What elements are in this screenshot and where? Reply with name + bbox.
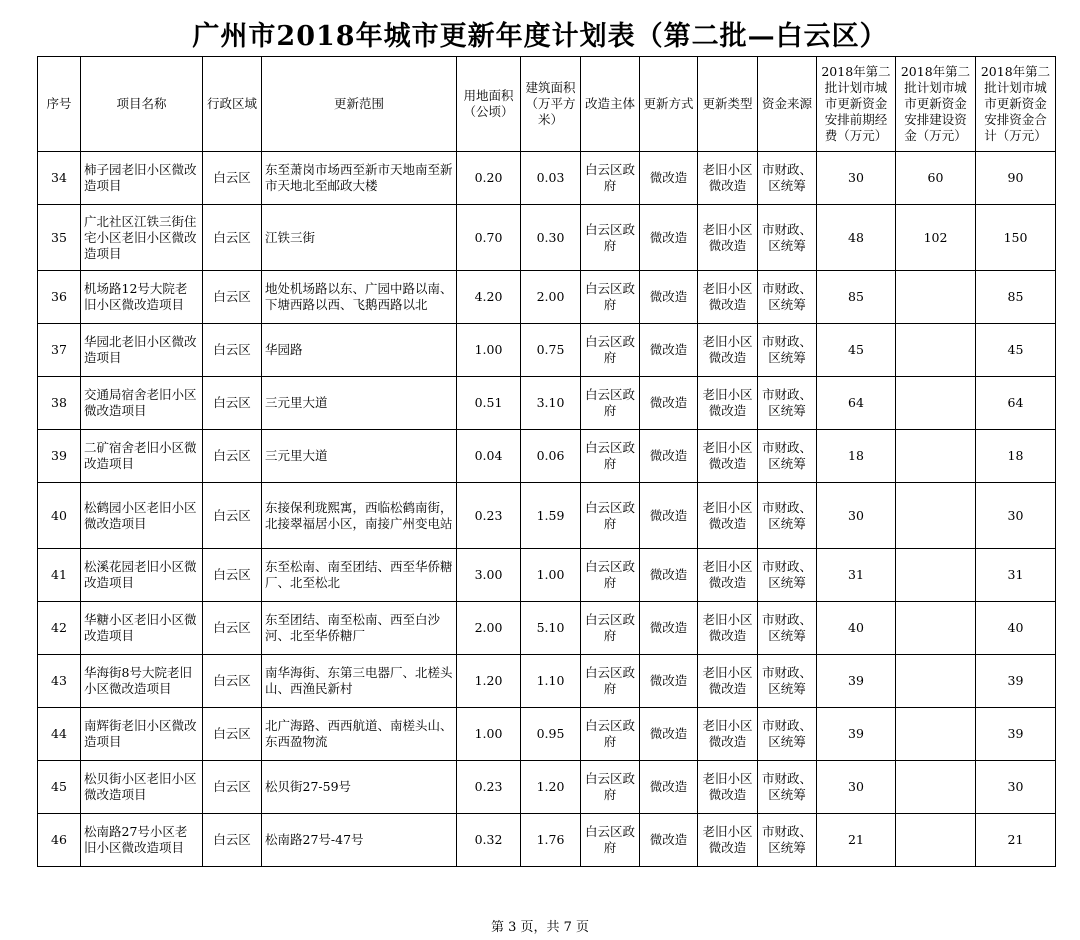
header-total-funds: 2018年第二批计划市城市更新资金安排资金合计（万元） bbox=[976, 57, 1056, 152]
cell-building-area: 0.75 bbox=[521, 324, 581, 377]
cell-building-area: 0.03 bbox=[521, 152, 581, 205]
cell-funding: 市财政、区统筹 bbox=[758, 549, 817, 602]
cell-prelim-funds: 45 bbox=[817, 324, 896, 377]
table-row bbox=[38, 483, 1056, 549]
header-method: 更新方式 bbox=[640, 57, 698, 152]
cell-district: 白云区 bbox=[203, 483, 262, 549]
cell-name: 华园北老旧小区微改造项目 bbox=[81, 324, 203, 377]
cell-construction-funds: 60 bbox=[896, 152, 976, 205]
cell-land-area: 1.20 bbox=[457, 655, 521, 708]
cell-no: 45 bbox=[38, 761, 81, 814]
cell-subject: 白云区政府 bbox=[581, 814, 640, 867]
cell-district: 白云区 bbox=[203, 205, 262, 271]
table-row bbox=[38, 377, 1056, 430]
cell-construction-funds bbox=[896, 324, 976, 377]
header-prelim-funds: 2018年第二批计划市城市更新资金安排前期经费（万元） bbox=[817, 57, 896, 152]
cell-construction-funds bbox=[896, 377, 976, 430]
cell-scope: 松贝街27-59号 bbox=[262, 761, 457, 814]
cell-scope: 松南路27号-47号 bbox=[262, 814, 457, 867]
cell-method: 微改造 bbox=[640, 708, 698, 761]
cell-prelim-funds: 18 bbox=[817, 430, 896, 483]
cell-building-area: 1.10 bbox=[521, 655, 581, 708]
cell-funding: 市财政、区统筹 bbox=[758, 814, 817, 867]
cell-type: 老旧小区微改造 bbox=[698, 814, 758, 867]
table-row bbox=[38, 655, 1056, 708]
header-subject: 改造主体 bbox=[581, 57, 640, 152]
cell-subject: 白云区政府 bbox=[581, 549, 640, 602]
cell-name: 松鹤园小区老旧小区微改造项目 bbox=[81, 483, 203, 549]
cell-prelim-funds: 21 bbox=[817, 814, 896, 867]
cell-funding: 市财政、区统筹 bbox=[758, 377, 817, 430]
cell-method: 微改造 bbox=[640, 430, 698, 483]
cell-district: 白云区 bbox=[203, 324, 262, 377]
cell-no: 46 bbox=[38, 814, 81, 867]
table-row bbox=[38, 152, 1056, 205]
cell-construction-funds bbox=[896, 549, 976, 602]
header-district: 行政区域 bbox=[203, 57, 262, 152]
cell-funding: 市财政、区统筹 bbox=[758, 602, 817, 655]
cell-total-funds: 90 bbox=[976, 152, 1056, 205]
cell-scope: 东至团结、南至松南、西至白沙河、北至华侨糖厂 bbox=[262, 602, 457, 655]
cell-name: 华海街8号大院老旧小区微改造项目 bbox=[81, 655, 203, 708]
cell-prelim-funds: 39 bbox=[817, 708, 896, 761]
cell-type: 老旧小区微改造 bbox=[698, 324, 758, 377]
cell-no: 40 bbox=[38, 483, 81, 549]
cell-building-area: 3.10 bbox=[521, 377, 581, 430]
cell-total-funds: 21 bbox=[976, 814, 1056, 867]
cell-subject: 白云区政府 bbox=[581, 483, 640, 549]
cell-type: 老旧小区微改造 bbox=[698, 708, 758, 761]
cell-total-funds: 30 bbox=[976, 483, 1056, 549]
cell-subject: 白云区政府 bbox=[581, 152, 640, 205]
cell-construction-funds bbox=[896, 430, 976, 483]
cell-total-funds: 30 bbox=[976, 761, 1056, 814]
cell-prelim-funds: 40 bbox=[817, 602, 896, 655]
cell-no: 42 bbox=[38, 602, 81, 655]
cell-district: 白云区 bbox=[203, 152, 262, 205]
cell-construction-funds bbox=[896, 655, 976, 708]
plan-table bbox=[37, 56, 1056, 867]
cell-name: 柿子园老旧小区微改造项目 bbox=[81, 152, 203, 205]
cell-name: 机场路12号大院老旧小区微改造项目 bbox=[81, 271, 203, 324]
cell-funding: 市财政、区统筹 bbox=[758, 324, 817, 377]
cell-funding: 市财政、区统筹 bbox=[758, 205, 817, 271]
cell-type: 老旧小区微改造 bbox=[698, 271, 758, 324]
cell-name: 二矿宿舍老旧小区微改造项目 bbox=[81, 430, 203, 483]
cell-no: 34 bbox=[38, 152, 81, 205]
page-footer: 第 3 页，共 7 页 bbox=[490, 920, 590, 935]
cell-district: 白云区 bbox=[203, 377, 262, 430]
cell-land-area: 4.20 bbox=[457, 271, 521, 324]
cell-subject: 白云区政府 bbox=[581, 271, 640, 324]
cell-subject: 白云区政府 bbox=[581, 205, 640, 271]
cell-scope: 三元里大道 bbox=[262, 430, 457, 483]
cell-name: 松贝街小区老旧小区微改造项目 bbox=[81, 761, 203, 814]
cell-subject: 白云区政府 bbox=[581, 377, 640, 430]
cell-method: 微改造 bbox=[640, 549, 698, 602]
cell-prelim-funds: 39 bbox=[817, 655, 896, 708]
cell-subject: 白云区政府 bbox=[581, 655, 640, 708]
cell-total-funds: 31 bbox=[976, 549, 1056, 602]
cell-prelim-funds: 30 bbox=[817, 483, 896, 549]
cell-name: 华糖小区老旧小区微改造项目 bbox=[81, 602, 203, 655]
cell-total-funds: 40 bbox=[976, 602, 1056, 655]
cell-prelim-funds: 48 bbox=[817, 205, 896, 271]
cell-method: 微改造 bbox=[640, 655, 698, 708]
cell-construction-funds bbox=[896, 708, 976, 761]
cell-method: 微改造 bbox=[640, 324, 698, 377]
cell-type: 老旧小区微改造 bbox=[698, 205, 758, 271]
cell-no: 35 bbox=[38, 205, 81, 271]
cell-no: 44 bbox=[38, 708, 81, 761]
cell-district: 白云区 bbox=[203, 655, 262, 708]
cell-method: 微改造 bbox=[640, 761, 698, 814]
cell-building-area: 1.76 bbox=[521, 814, 581, 867]
cell-land-area: 0.20 bbox=[457, 152, 521, 205]
header-construction-funds: 2018年第二批计划市城市更新资金安排建设资金（万元） bbox=[896, 57, 976, 152]
cell-type: 老旧小区微改造 bbox=[698, 377, 758, 430]
cell-scope: 江铁三街 bbox=[262, 205, 457, 271]
cell-district: 白云区 bbox=[203, 602, 262, 655]
cell-district: 白云区 bbox=[203, 430, 262, 483]
cell-construction-funds: 102 bbox=[896, 205, 976, 271]
header-type: 更新类型 bbox=[698, 57, 758, 152]
cell-no: 39 bbox=[38, 430, 81, 483]
cell-construction-funds bbox=[896, 483, 976, 549]
cell-type: 老旧小区微改造 bbox=[698, 483, 758, 549]
cell-type: 老旧小区微改造 bbox=[698, 655, 758, 708]
cell-name: 松南路27号小区老旧小区微改造项目 bbox=[81, 814, 203, 867]
cell-total-funds: 39 bbox=[976, 655, 1056, 708]
cell-construction-funds bbox=[896, 814, 976, 867]
cell-method: 微改造 bbox=[640, 377, 698, 430]
table-row bbox=[38, 602, 1056, 655]
cell-district: 白云区 bbox=[203, 271, 262, 324]
cell-building-area: 2.00 bbox=[521, 271, 581, 324]
cell-building-area: 5.10 bbox=[521, 602, 581, 655]
cell-district: 白云区 bbox=[203, 761, 262, 814]
cell-no: 38 bbox=[38, 377, 81, 430]
cell-method: 微改造 bbox=[640, 602, 698, 655]
cell-land-area: 0.04 bbox=[457, 430, 521, 483]
table-row bbox=[38, 549, 1056, 602]
cell-funding: 市财政、区统筹 bbox=[758, 271, 817, 324]
cell-total-funds: 85 bbox=[976, 271, 1056, 324]
cell-scope: 地处机场路以东、广园中路以南、下塘西路以西、飞鹅西路以北 bbox=[262, 271, 457, 324]
header-funding: 资金来源 bbox=[758, 57, 817, 152]
cell-method: 微改造 bbox=[640, 271, 698, 324]
cell-building-area: 1.20 bbox=[521, 761, 581, 814]
cell-funding: 市财政、区统筹 bbox=[758, 152, 817, 205]
cell-funding: 市财政、区统筹 bbox=[758, 655, 817, 708]
cell-type: 老旧小区微改造 bbox=[698, 430, 758, 483]
cell-name: 广北社区江铁三街住宅小区老旧小区微改造项目 bbox=[81, 205, 203, 271]
table-row bbox=[38, 271, 1056, 324]
table-row bbox=[38, 205, 1056, 271]
cell-scope: 三元里大道 bbox=[262, 377, 457, 430]
cell-scope: 华园路 bbox=[262, 324, 457, 377]
cell-construction-funds bbox=[896, 602, 976, 655]
cell-scope: 东至松南、南至团结、西至华侨糖厂、北至松北 bbox=[262, 549, 457, 602]
cell-no: 37 bbox=[38, 324, 81, 377]
header-name: 项目名称 bbox=[81, 57, 203, 152]
cell-no: 36 bbox=[38, 271, 81, 324]
cell-total-funds: 39 bbox=[976, 708, 1056, 761]
header-land-area: 用地面积（公顷） bbox=[457, 57, 521, 152]
header-row bbox=[38, 57, 1056, 152]
cell-type: 老旧小区微改造 bbox=[698, 761, 758, 814]
cell-scope: 南华海街、东第三电器厂、北槎头山、西渔民新村 bbox=[262, 655, 457, 708]
cell-method: 微改造 bbox=[640, 814, 698, 867]
cell-total-funds: 150 bbox=[976, 205, 1056, 271]
cell-prelim-funds: 30 bbox=[817, 152, 896, 205]
cell-prelim-funds: 85 bbox=[817, 271, 896, 324]
cell-scope: 北广海路、西西航道、南槎头山、东西盈物流 bbox=[262, 708, 457, 761]
cell-name: 松溪花园老旧小区微改造项目 bbox=[81, 549, 203, 602]
cell-type: 老旧小区微改造 bbox=[698, 152, 758, 205]
table-row bbox=[38, 430, 1056, 483]
cell-total-funds: 18 bbox=[976, 430, 1056, 483]
cell-prelim-funds: 31 bbox=[817, 549, 896, 602]
cell-district: 白云区 bbox=[203, 549, 262, 602]
cell-building-area: 1.00 bbox=[521, 549, 581, 602]
cell-building-area: 0.30 bbox=[521, 205, 581, 271]
cell-subject: 白云区政府 bbox=[581, 708, 640, 761]
cell-funding: 市财政、区统筹 bbox=[758, 430, 817, 483]
cell-subject: 白云区政府 bbox=[581, 602, 640, 655]
table-row bbox=[38, 708, 1056, 761]
cell-building-area: 1.59 bbox=[521, 483, 581, 549]
table-row bbox=[38, 324, 1056, 377]
cell-construction-funds bbox=[896, 271, 976, 324]
cell-funding: 市财政、区统筹 bbox=[758, 761, 817, 814]
header-building-area: 建筑面积（万平方米） bbox=[521, 57, 581, 152]
cell-method: 微改造 bbox=[640, 205, 698, 271]
cell-land-area: 3.00 bbox=[457, 549, 521, 602]
cell-method: 微改造 bbox=[640, 483, 698, 549]
cell-scope: 东接保利珑熙寓，西临松鹤南街，北接翠福居小区，南接广州变电站 bbox=[262, 483, 457, 549]
cell-building-area: 0.06 bbox=[521, 430, 581, 483]
cell-type: 老旧小区微改造 bbox=[698, 549, 758, 602]
cell-land-area: 0.23 bbox=[457, 483, 521, 549]
cell-district: 白云区 bbox=[203, 814, 262, 867]
cell-land-area: 2.00 bbox=[457, 602, 521, 655]
cell-funding: 市财政、区统筹 bbox=[758, 483, 817, 549]
cell-land-area: 0.32 bbox=[457, 814, 521, 867]
cell-land-area: 0.23 bbox=[457, 761, 521, 814]
cell-prelim-funds: 30 bbox=[817, 761, 896, 814]
header-scope: 更新范围 bbox=[262, 57, 457, 152]
cell-building-area: 0.95 bbox=[521, 708, 581, 761]
cell-subject: 白云区政府 bbox=[581, 324, 640, 377]
cell-type: 老旧小区微改造 bbox=[698, 602, 758, 655]
cell-no: 43 bbox=[38, 655, 81, 708]
cell-scope: 东至萧岗市场西至新市天地南至新市天地北至邮政大楼 bbox=[262, 152, 457, 205]
cell-land-area: 1.00 bbox=[457, 708, 521, 761]
header-no: 序号 bbox=[38, 57, 81, 152]
cell-land-area: 0.51 bbox=[457, 377, 521, 430]
cell-construction-funds bbox=[896, 761, 976, 814]
cell-funding: 市财政、区统筹 bbox=[758, 708, 817, 761]
cell-land-area: 0.70 bbox=[457, 205, 521, 271]
cell-name: 交通局宿舍老旧小区微改造项目 bbox=[81, 377, 203, 430]
cell-total-funds: 64 bbox=[976, 377, 1056, 430]
cell-method: 微改造 bbox=[640, 152, 698, 205]
cell-no: 41 bbox=[38, 549, 81, 602]
page-title: 广州市2018年城市更新年度计划表（第二批—白云区） bbox=[192, 21, 888, 52]
cell-subject: 白云区政府 bbox=[581, 761, 640, 814]
cell-total-funds: 45 bbox=[976, 324, 1056, 377]
cell-district: 白云区 bbox=[203, 708, 262, 761]
table-row bbox=[38, 761, 1056, 814]
cell-land-area: 1.00 bbox=[457, 324, 521, 377]
cell-prelim-funds: 64 bbox=[817, 377, 896, 430]
cell-name: 南辉街老旧小区微改造项目 bbox=[81, 708, 203, 761]
table-row bbox=[38, 814, 1056, 867]
cell-subject: 白云区政府 bbox=[581, 430, 640, 483]
